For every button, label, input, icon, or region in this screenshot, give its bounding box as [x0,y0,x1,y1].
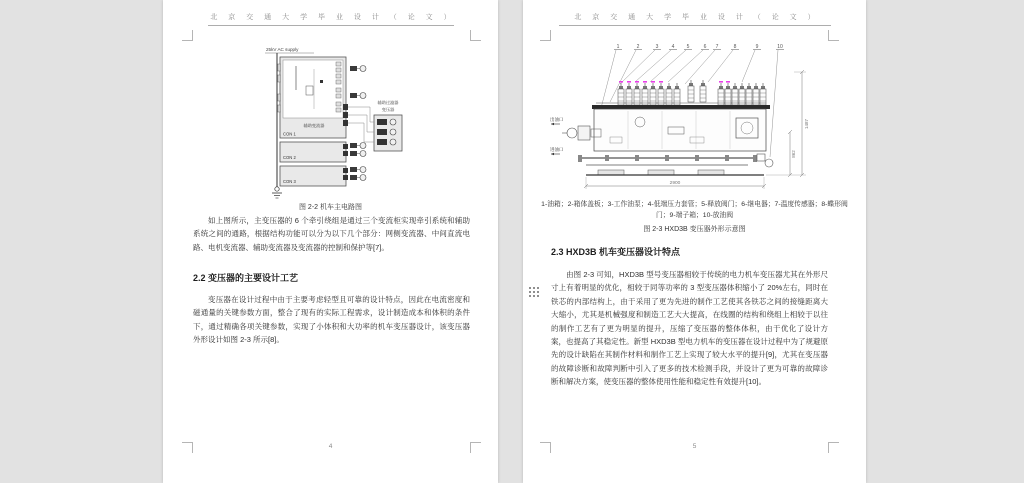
page-number: 4 [328,443,333,450]
document-page-left[interactable] [163,0,498,483]
paragraph[interactable]: 如上图所示，主变压器的 6 个牵引绕组是通过三个变流柜实现牵引系统和辅助系统之间的通路，根据结构功能可以分为以下几个部分：网侧变流器、中间直流电路、电机变流器、辅助变流器及变流器的控制和保护等[7]。 [193,216,470,252]
paragraph[interactable]: 由图 2-3 可知，HXD3B 型号变压器相较于传统的电力机车变压器尤其在外形尺寸上有着明显的优化，相较于同等功率的 3 型变压器体积缩小了 20%左右，同时在铁芯的内部结构上，由于采用了更为先进的制作工艺使其各铁芯之间的接缝距离大大缩小，尤其是机械强度和制造工艺大大提高，在线圈的结构和绕组上相较于以往的制作工艺有了更为明显的提升，压缩了变压器的整体体积，由于优化了设计方案，也提高了其稳定性。新型 HXD3B 型电力机车的变压器在设计过程中为了规避原先的设计缺陷在其制作材料和制作工艺上实现了较大水平的提升[9]，尤其在变压器的故障诊断和故障判断中引入了更多的技术检测手段，并设计了更为可靠的故障诊断和解决方案，使变压器的整体使用性能和稳定性有效提升[10]。 [551,270,828,387]
supply-label: 25kV AC supply [266,47,299,52]
section-heading-2-2[interactable]: 2.2 变压器的主要设计工艺 [193,273,299,283]
figure-main-circuit-diagram[interactable] [262,44,407,200]
callout-2: 2 [636,44,640,50]
con3-label: CON 3 [283,179,296,184]
page-number: 5 [692,443,697,450]
callout-5: 5 [686,44,690,50]
margin-mark-top-right [470,30,481,41]
figure-2-3-legend: 1-油箱；2-箱体盖板；3-工作油泵；4-低端压力套管；5-释放阀门；6-继电器；7-温度传感器；8-蝶形阀门；9-端子箱；10-放油阀 [541,201,848,219]
figure-2-2-caption: 图 2-2 机车主电路图 [298,204,362,211]
page-header [523,12,866,26]
callout-6: 6 [703,44,707,50]
paragraph[interactable]: 变压器在设计过程中由于主要考虑轻型且可靠的设计特点，因此在电流密度和磁通量的关键参数方面，整合了现有的实际工程需求，设计制造成本和体积的条件下，通过精确各项关键参数，实现了小体积和大功率的机车变压器设计，该变压器外形设计如图 2-3 所示[8]。 [193,295,470,345]
callout-10: 10 [777,44,783,50]
margin-mark-top-right [828,30,839,41]
figure-2-3-caption: 图 2-3 HXD3B 变压器外形示意图 [643,226,746,233]
callout-4: 4 [671,44,675,50]
callout-3: 3 [655,44,659,50]
dimension-height-tank: 862 [791,150,796,158]
header-title: 北 京 交 通 大 学 毕 业 设 计 （ 论 文 ） [208,12,454,26]
margin-mark-top-left [540,30,551,41]
figure-transformer-outline-drawing[interactable] [550,42,818,198]
margin-mark-top-left [182,30,193,41]
callout-8: 8 [733,44,737,50]
header-title: 北 京 交 通 大 学 毕 业 设 计 （ 论 文 ） [559,12,831,26]
con1-label: CON 1 [283,131,296,137]
oil-outlet-label: 出油口 [550,117,564,122]
callout-9: 9 [755,44,759,50]
magenta-marks [619,81,730,83]
aux-filter-label-line2: 变压器 [381,107,395,112]
callout-7: 7 [715,44,719,50]
page-gap-handle[interactable] [529,287,539,297]
dimension-height-total: 1487 [804,118,809,130]
con2-label: CON 2 [283,155,296,160]
aux-converter-label: 辅助变流器 [303,123,325,128]
aux-filter-label-line1: 辅助过滤器 [377,100,399,105]
document-page-right[interactable] [523,0,866,483]
callout-1: 1 [616,44,620,50]
oil-inlet-label: 进油口 [550,147,564,152]
page-header [163,12,498,26]
dimension-width: 2900 [669,181,681,186]
section-heading-2-3[interactable]: 2.3 HXD3B 机车变压器设计特点 [551,247,681,257]
